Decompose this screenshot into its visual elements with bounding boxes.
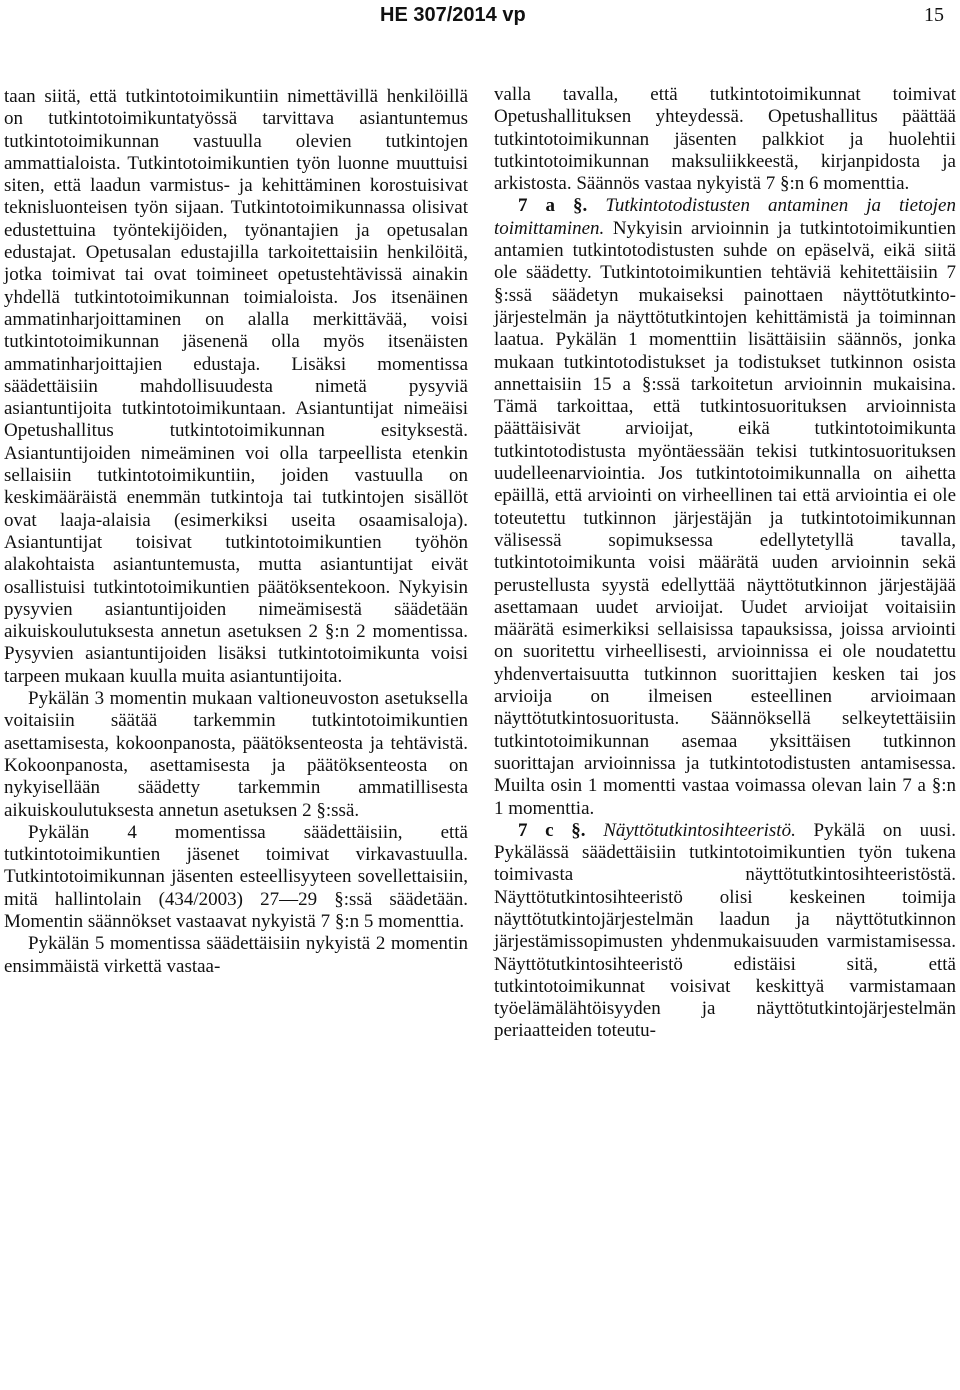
left-paragraph-1: taan siitä, että tutkintotoimikuntiin nimettävillä henkilöillä on tutkintotoimikuntatyössä tarvittava asiantuntemus tutkintotoimikunnan vastuulla olevien tutkintojen ammattialoista. Tutkintotoimikuntien työn luonne muuttuisi siten, että laadun varmistus- ja kehittäminen korostuisivat teknisluonteisen työn sijaan. Tutkintotoimikunnassa olisivat edustettuina työntekijöiden, työnantajien ja opetusalan edustajat. Opetusalan edustajilla tarkoitettaisiin henkilöitä, jotka toimivat tai ovat toimineet opetustehtävissä ainakin yhdellä tutkintotoimikunnan toimialoista. Jos itsenäinen ammatinharjoittaminen on alalla merkittävää, voisi tutkintotoimikunnan jäsenenä olla myös itsenäisten ammatinharjoittajien edustaja. Lisäksi momentissa säädettäisiin mahdollisuudesta nimetä pysyviä asiantuntijoita tutkintotoimikuntaan. Asiantuntijat nimeäisi Opetushallitus tutkintotoimikunnan esityksestä. Asiantuntijoiden nimeäminen voi olla tarpeellista etenkin sellaisiin tutkintotoimikuntiin, joiden vastuulla on keskimääräistä enemmän tutkintoja tai tutkintojen sisällöt ovat laaja-alaisia (esimerkiksi useita osaamisaloja). Asiantuntijat toisivat tutkintotoimikuntien työhön alakohtaista asiantuntemusta, mutta asiantuntijat eivät osallistuisi tutkintotoimikuntien päätöksentekoon. Nykyisin pysyvien asiantuntijoiden nimeämisestä säädetään aikuiskoulutuksesta annetun asetuksen 2 §:n 2 momentissa. Pysyvien asiantuntijoiden lisäksi tutkintotoimikunta voisi tarpeen mukaan kuulla muita asiantuntijoita. — [4, 86, 468, 687]
document-id: HE 307/2014 vp — [380, 4, 526, 26]
right-column — [494, 84, 956, 1043]
section-7c-paragraph — [494, 820, 956, 1043]
left-column — [4, 86, 468, 978]
section-7a-number: 7 a §. — [518, 195, 588, 217]
section-7c-title: Näyttötutkintosihteeristö. — [603, 819, 796, 841]
section-7a-body: Nykyisin arvioinnin ja tutkintotoimikuntien antamien tutkintotodistusten suhde on epäselvä, eikä siitä ole säädetty. Tutkintotoimikuntien tehtäviä kehitettäisiin 7 §:ssä säädetyn mukaiseksi painottaen näyttötutkinto-järjestelmän ja näyttötutkintojen kehittämistä ja toiminnan laatua. Pykälän 1 momenttiin lisättäisiin säännös, jonka mukaan tutkintotodistukset ja todistukset tutkinnon osista annettaisiin 15 a §:ssä tarkoitetun arvioinnin mukaisina. Tämä tarkoittaa, että tutkintosuorituksen arvioinnista päättäisivät arvioijat, eikä tutkintotoimikunta tutkintotodistusta myöntäessään tekisi tutkintosuorituksen uudelleenarviointia. Jos tutkintotoimikunnalla on aihetta epäillä, että arviointi on virheellinen tai että arviointia ei ole toteutettu tutkinnon järjestäjän ja tutkintotoimikunnan välisessä sopimuksessa edellytetyllä tavalla, tutkintotoimikunta voisi määrätä uuden arvioinnin sekä perustellusta syystä edellyttää näyttötutkinnon järjestäjää asettamaan uudet arvioijat. Uudet arvioijat voitaisiin määrätä esimerkiksi sellaisissa tapauksissa, joissa arviointi on suoritettu virheellisesti, arvioinnissa ei ole noudatettu yhdenvertaisuutta tutkinnon suorittajien kesken tai jos arvioija on ilmeisen esteellinen arvioimaan näyttötutkintosuoritusta. Säännöksellä selkeytettäisiin tutkintotoimikunnan asemaa yksittäisen tutkinnon suorittajan arvioinnissa ja tutkintotodistusten antamisessa. Muilta osin 1 momentti vastaa voimassa olevan lain 7 a §:n 1 momenttia. — [494, 217, 957, 819]
page-number: 15 — [924, 4, 944, 26]
section-7a-title: Tutkintotodistusten antaminen ja tietojen toimittaminen. — [494, 195, 956, 239]
left-paragraph-2: Pykälän 3 momentin mukaan valtioneuvoston asetuksella voitaisiin säätää tarkemmin tutkintotoimikuntien asettamisesta, kokoonpanosta, päätöksenteosta ja tehtävistä. Kokoonpanosta, asettamisesta ja päätöksenteosta on nykyisellään säädetty tarkemmin ammatillisesta aikuiskoulutuksesta annetun asetuksen 2 §:ssä. — [4, 688, 468, 821]
right-intro-paragraph: valla tavalla, että tutkintotoimikunnat toimivat Opetushallituksen yhteydessä. Opetushallitus päättää tutkintotoimikunnan jäsenten palkkiot ja huolehtii tutkintotoimikunnan maksuliikkeestä, kirjanpidosta ja arkistosta. Säännös vastaa nykyistä 7 §:n 6 momenttia. — [494, 84, 956, 195]
left-paragraph-3: Pykälän 4 momentissa säädettäisiin, että tutkintotoimikuntien jäsenet toimivat virkavastuulla. Tutkintotoimikunnan jäsenten esteellisyyteen sovellettaisiin, mitä hallintolain (434/2003) 27—29 §:ssä säädetään. Momentin säännökset vastaavat nykyistä 7 §:n 5 momenttia. — [4, 821, 468, 932]
page-header — [0, 4, 960, 30]
section-7c-number: 7 c §. — [518, 819, 586, 841]
section-7c-body: Pykälä on uusi. Pykälässä säädettäisiin tutkintotoimikuntien työn tukena toimivasta näyttötutkintosihteeristöstä. Näyttötutkintosihteeristö olisi keskeinen toimija näyttötutkintojärjestelmän laadun ja näyttötutkinnon järjestämissopimusten yhdenmukaisuuden varmistamisessa. Näyttötutkintosihteeristö edistäisi sitä, että tutkintotoimikunnat voisivat keskittyä varmistamaan työelämälähtöisyyden ja näyttötutkintojärjestelmän periaatteiden toteutu- — [494, 819, 956, 1042]
left-paragraph-4: Pykälän 5 momentissa säädettäisiin nykyistä 2 momentin ensimmäistä virkettä vastaa- — [4, 933, 468, 977]
section-7a-paragraph — [494, 195, 956, 819]
